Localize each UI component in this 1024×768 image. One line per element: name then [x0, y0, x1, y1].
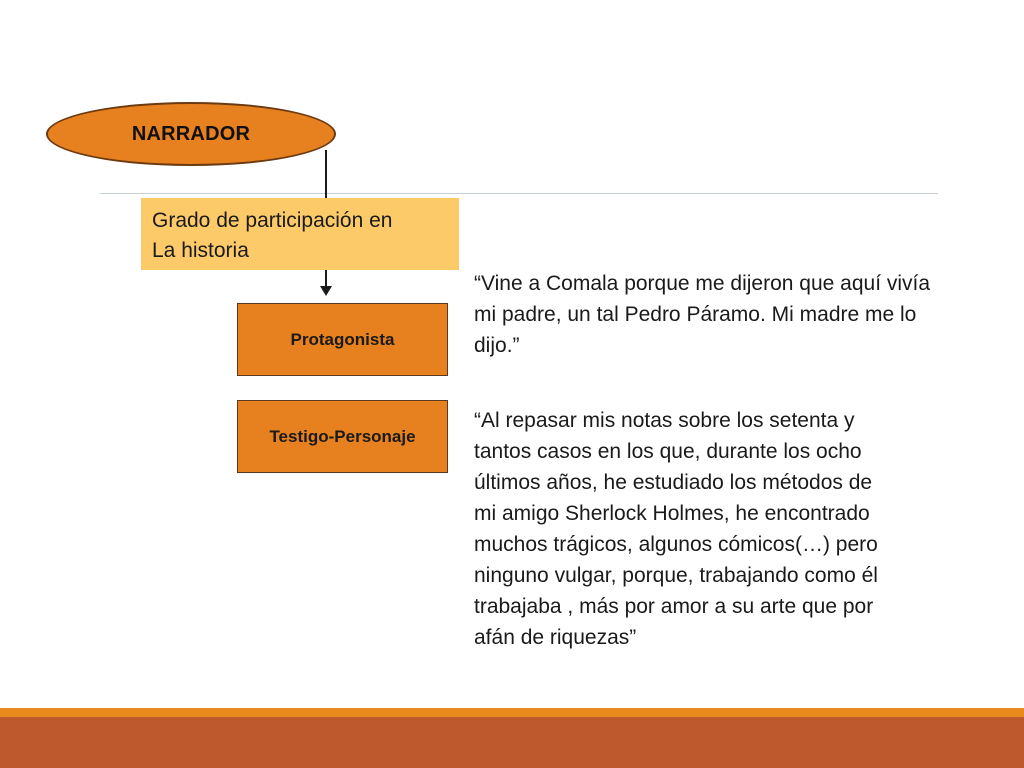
category-line-1: Grado de participación en: [152, 209, 393, 232]
arrow-head: [320, 286, 332, 296]
testigo-personaje-box: [237, 400, 448, 473]
narrador-label: NARRADOR: [131, 122, 251, 145]
category-line-2: La historia: [152, 239, 249, 262]
narrador-node: [46, 102, 336, 166]
footer-accent-stripe: [0, 708, 1024, 717]
protagonista-label: Protagonista: [290, 329, 395, 349]
testigo-personaje-label: Testigo-Personaje: [269, 426, 416, 446]
footer-bar: [0, 717, 1024, 768]
protagonista-box: [237, 303, 448, 376]
quote-pedro-paramo: “Vine a Comala porque me dijeron que aquí vivía mi padre, un tal Pedro Páramo. Mi madre me lo dijo.”: [474, 272, 931, 357]
category-box: [141, 198, 459, 270]
quote-sherlock-holmes: “Al repasar mis notas sobre los setenta y tantos casos en los que, durante los ocho últimos años, he estudiado los métodos de mi amigo Sherlock Holmes, he encontrado muchos trágicos, algunos cómicos(…) pero ninguno vulgar, porque, trabajando como él trabajaba , más por amor a su arte que por afán de riquezas”: [474, 409, 878, 649]
